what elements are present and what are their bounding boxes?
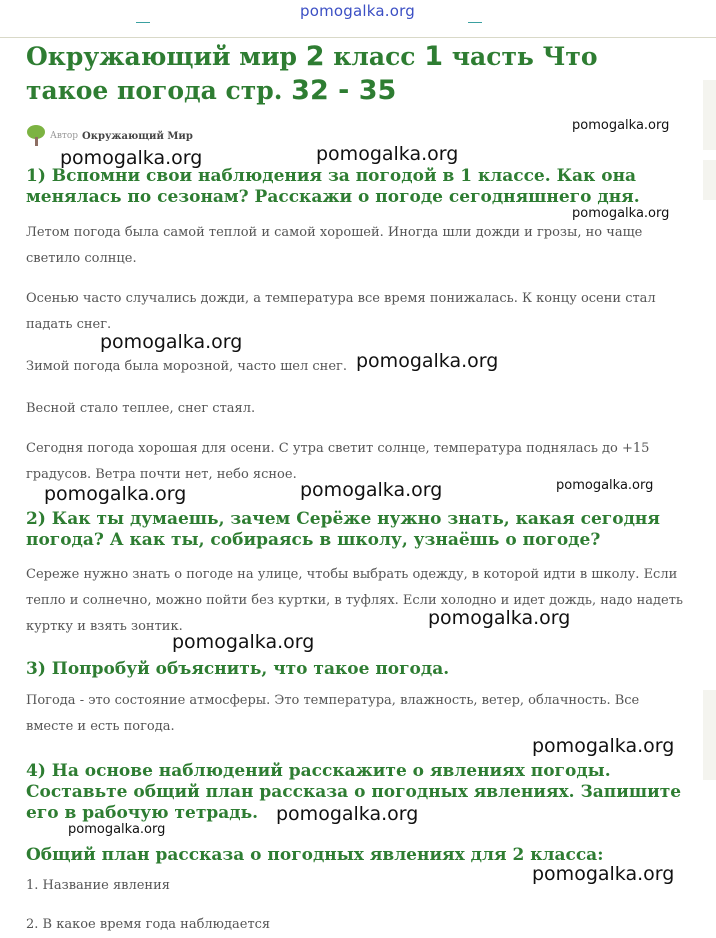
answer-3: Погода - это состояние атмосферы. Это температура, влажность, ветер, облачность. Все вместе и есть погода.	[26, 693, 640, 734]
question-1: 1) Вспомни свои наблюдения за погодой в 1 классе. Как она менялась по сезонам? Расскажи о погоде сегодняшнего дня.	[26, 166, 640, 207]
plan-item-2: 2. В какое время года наблюдается	[26, 917, 271, 932]
header-dash	[468, 22, 482, 23]
answer-1-p4: Весной стало теплее, снег стаял.	[26, 401, 256, 416]
author-name[interactable]: Окружающий Мир	[82, 130, 193, 142]
watermark: pomogalka.org	[276, 803, 419, 825]
watermark: pomogalka.org	[556, 478, 654, 493]
side-panel	[703, 160, 716, 200]
watermark: pomogalka.org	[316, 143, 459, 165]
watermark: pomogalka.org	[572, 118, 670, 133]
watermark: pomogalka.org	[172, 631, 315, 653]
question-3: 3) Попробуй объяснить, что такое погода.	[26, 659, 450, 679]
header-dash	[136, 22, 150, 23]
watermark: pomogalka.org	[100, 331, 243, 353]
answer-1-p5: Сегодня погода хорошая для осени. С утра светит солнце, температура поднялась до +15 градусов. Ветра почти нет, небо ясное.	[26, 441, 650, 482]
tree-icon	[26, 125, 46, 147]
watermark: pomogalka.org	[44, 483, 187, 505]
watermark: pomogalka.org	[68, 822, 166, 837]
question-4: 4) На основе наблюдений расскажите о явлениях погоды. Составьте общий план рассказа о погодных явлениях. Запишите его в рабочую тетрадь.	[26, 761, 682, 823]
watermark: pomogalka.org	[532, 735, 675, 757]
watermark: pomogalka.org	[428, 607, 571, 629]
side-panel	[703, 80, 716, 150]
answer-1-p3: Зимой погода была морозной, часто шел снег.	[26, 359, 347, 374]
side-panel	[703, 690, 716, 780]
author-label: Автор	[50, 131, 79, 141]
watermark: pomogalka.org	[356, 350, 499, 372]
plan-item-1: 1. Название явления	[26, 878, 170, 893]
page-title: Окружающий мир 2 класс 1 часть Что такое погода стр. 32 - 35	[26, 41, 598, 106]
watermark: pomogalka.org	[300, 479, 443, 501]
header-divider	[0, 37, 716, 38]
author-byline	[26, 124, 193, 148]
answer-1-p1: Летом погода была самой теплой и самой хорошей. Иногда шли дожди и грозы, но чаще светило солнце.	[26, 225, 643, 266]
answer-2: Сереже нужно знать о погоде на улице, чтобы выбрать одежду, в которой идти в школу. Если тепло и солнечно, можно пойти без куртки, в туфлях. Если холодно и идет дождь, надо надеть куртку и взять зонтик.	[26, 567, 683, 634]
plan-heading: Общий план рассказа о погодных явлениях для 2 класса:	[26, 845, 604, 865]
watermark: pomogalka.org	[532, 863, 675, 885]
watermark: pomogalka.org	[60, 147, 203, 169]
site-logo[interactable]: pomogalka.org	[300, 2, 415, 20]
watermark: pomogalka.org	[572, 206, 670, 221]
answer-1-p2: Осенью часто случались дожди, а температура все время понижалась. К концу осени стал падать снег.	[26, 291, 656, 332]
question-2: 2) Как ты думаешь, зачем Серёже нужно знать, какая сегодня погода? А как ты, собираясь в школу, узнаёшь о погоде?	[26, 509, 660, 550]
